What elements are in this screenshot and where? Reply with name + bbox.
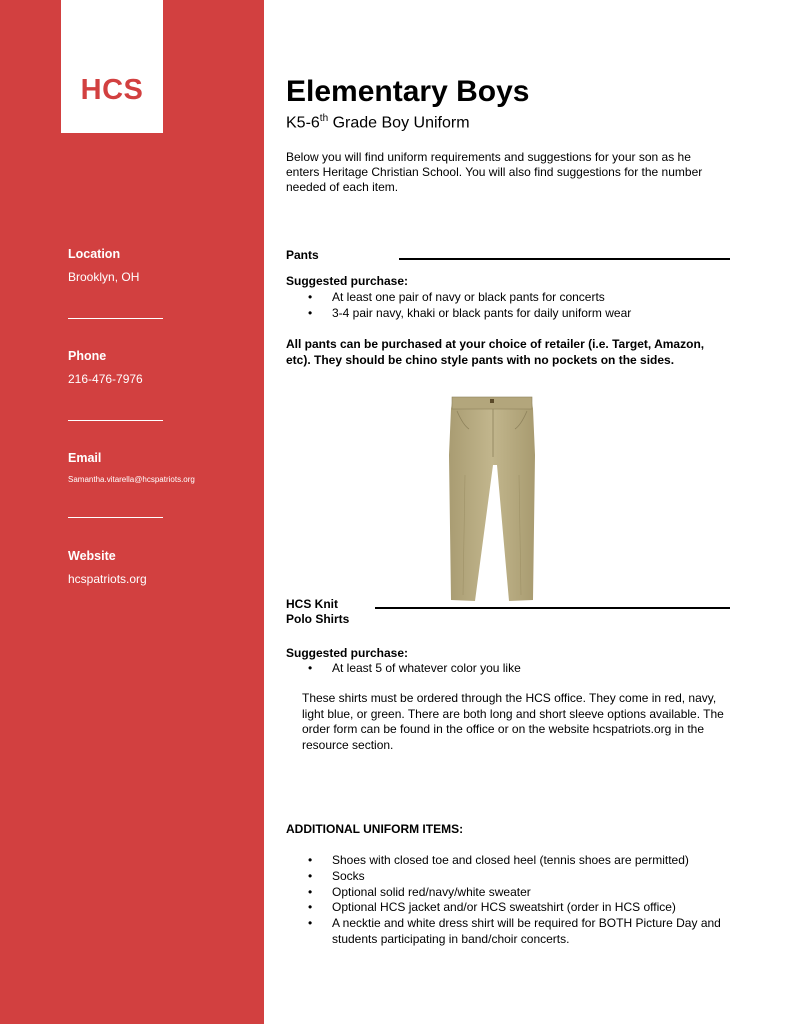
logo: HCS: [80, 74, 144, 106]
section-rule: [399, 258, 730, 260]
divider: [68, 517, 163, 518]
additional-heading: ADDITIONAL UNIFORM ITEMS:: [286, 822, 464, 836]
list-item-text: 3-4 pair navy, khaki or black pants for daily uniform wear: [332, 305, 632, 320]
website-value: hcspatriots.org: [68, 572, 147, 586]
bullet: •: [308, 305, 313, 320]
list-item-text: A necktie and white dress shirt will be required for BOTH Picture Day and students participating in band/choir concerts.: [332, 916, 721, 946]
bullet: •: [308, 290, 313, 304]
intro-paragraph: Below you will find uniform requirements and suggestions for your son as he enters Heritage Christian School. You will also find suggestions for the number needed of each item.: [286, 150, 703, 194]
list-item: [286, 916, 726, 948]
list-item: [286, 900, 726, 916]
list-item-text: Socks: [332, 868, 365, 883]
polo-suggested-label: Suggested purchase:: [286, 646, 409, 660]
bullet: •: [308, 916, 313, 931]
pants-list: [286, 290, 726, 322]
subtitle-suffix: Grade Boy Uniform: [328, 114, 470, 132]
polo-note: These shirts must be ordered through the HCS office. They come in red, navy, light blue, or green. There are both long and short sleeve options available. The order form can be found in the office or on the website hcspatriots.org in the resource section.: [302, 691, 724, 752]
polo-heading-line2: Polo Shirts: [286, 612, 350, 626]
list-item: [286, 885, 726, 901]
phone-value: 216-476-7976: [68, 372, 143, 386]
divider: [68, 420, 163, 421]
bullet: •: [308, 661, 313, 675]
polo-list: [286, 661, 726, 677]
page-subtitle: [286, 113, 470, 132]
pants-note: All pants can be purchased at your choice of retailer (i.e. Target, Amazon, etc). They should be chino style pants with no pockets on the sides.: [286, 337, 705, 367]
bullet: •: [308, 884, 313, 899]
pants-suggested-label: Suggested purchase:: [286, 274, 409, 288]
list-item-text: At least one pair of navy or black pants for concerts: [332, 290, 605, 304]
location-label: Location: [68, 247, 121, 261]
location-value: Brooklyn, OH: [68, 270, 140, 284]
bullet: •: [308, 868, 313, 883]
bullet: •: [308, 900, 313, 915]
phone-label: Phone: [68, 349, 107, 363]
section-rule: [375, 607, 730, 609]
subtitle-sup: th: [319, 113, 329, 124]
website-label: Website: [68, 549, 116, 563]
list-item: [286, 290, 726, 306]
email-label: Email: [68, 451, 102, 465]
list-item: [286, 869, 726, 885]
subtitle-prefix: K5-6: [286, 114, 320, 132]
additional-list: [286, 853, 726, 948]
list-item-text: Optional HCS jacket and/or HCS sweatshirt (order in HCS office): [332, 900, 676, 915]
logo-box: [61, 0, 163, 133]
list-item-text: Shoes with closed toe and closed heel (tennis shoes are permitted): [332, 853, 689, 867]
khaki-pants-image: [447, 395, 537, 603]
pants-heading: Pants: [286, 248, 319, 262]
page-title: Elementary Boys: [286, 75, 530, 108]
list-item: [286, 306, 726, 322]
list-item: [286, 853, 726, 869]
email-value: Samantha.vitarella@hcspatriots.org: [68, 475, 195, 484]
list-item-text: Optional solid red/navy/white sweater: [332, 884, 531, 899]
polo-heading: [286, 597, 349, 627]
sidebar: [0, 0, 264, 1024]
polo-heading-line1: HCS Knit: [286, 597, 338, 611]
list-item-text: At least 5 of whatever color you like: [332, 661, 521, 675]
divider: [68, 318, 163, 319]
list-item: [286, 661, 726, 677]
bullet: •: [308, 853, 313, 867]
